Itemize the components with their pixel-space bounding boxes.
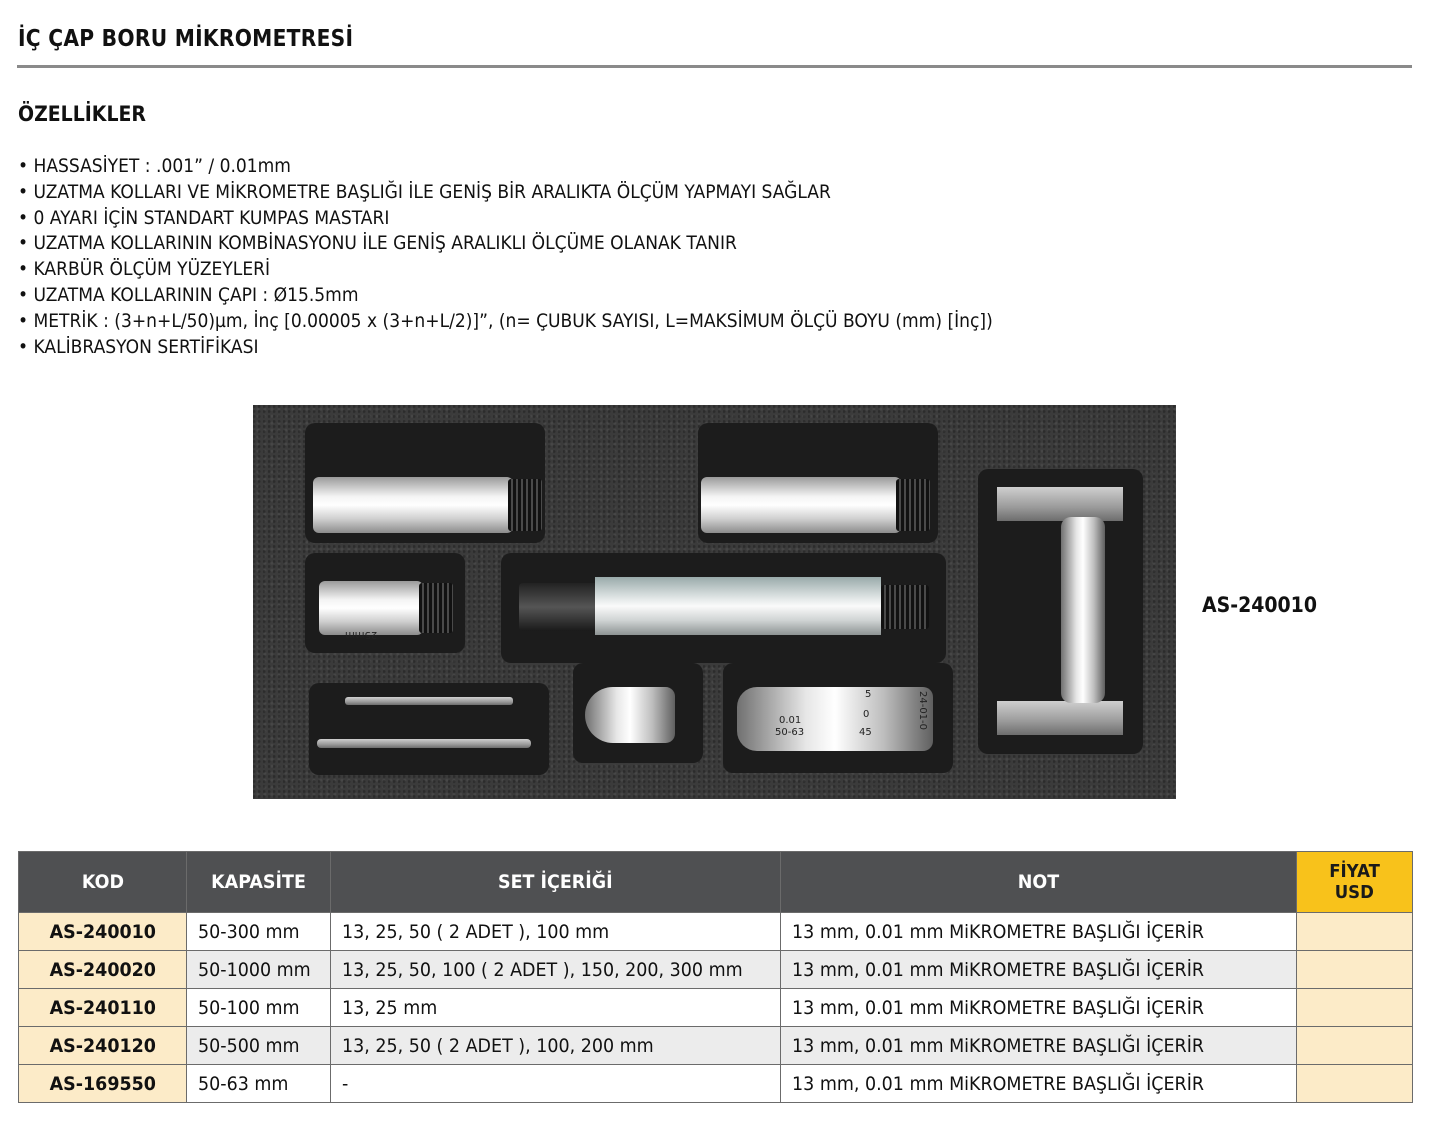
cell-set-contents: - <box>331 1065 781 1103</box>
extension-rod <box>313 477 513 533</box>
cell-note: 13 mm, 0.01 mm MiKROMETRE BAŞLIĞI İÇERİR <box>781 989 1297 1027</box>
cell-set-contents: 13, 25 mm <box>331 989 781 1027</box>
rod-end <box>519 583 599 631</box>
feature-item: • HASSASİYET : .001” / 0.01mm <box>18 154 993 180</box>
micrometer-resolution: 0.01 <box>779 715 802 726</box>
cell-capacity: 50-100 mm <box>187 989 331 1027</box>
cell-code: AS-240110 <box>19 989 187 1027</box>
table-row <box>19 1065 1413 1103</box>
feature-item: • UZATMA KOLLARININ ÇAPI : Ø15.5mm <box>18 283 993 309</box>
cell-capacity: 50-300 mm <box>187 913 331 951</box>
cell-note: 13 mm, 0.01 mm MiKROMETRE BAŞLIĞI İÇERİR <box>781 1065 1297 1103</box>
cell-set-contents: 13, 25, 50 ( 2 ADET ), 100 mm <box>331 913 781 951</box>
setting-gauge <box>345 697 513 705</box>
page-title: İÇ ÇAP BORU MİKROMETRESİ <box>18 26 354 52</box>
column-header-code: KOD <box>19 852 187 913</box>
thimble-number: 5 <box>865 689 872 700</box>
feature-item: • KARBÜR ÖLÇÜM YÜZEYLERİ <box>18 257 993 283</box>
cell-capacity: 50-63 mm <box>187 1065 331 1103</box>
cell-note: 13 mm, 0.01 mm MiKROMETRE BAŞLIĞI İÇERİR <box>781 1027 1297 1065</box>
table-header-row <box>19 852 1413 913</box>
feature-item: • KALİBRASYON SERTİFİKASI <box>18 335 993 361</box>
features-heading: ÖZELLİKLER <box>18 102 146 126</box>
cell-code: AS-240020 <box>19 951 187 989</box>
features-list <box>18 154 1101 360</box>
rod-label: 25mm <box>345 629 378 640</box>
column-header-set-contents: SET İÇERİĞİ <box>331 852 781 913</box>
cell-price <box>1297 951 1413 989</box>
feature-item: • UZATMA KOLLARI VE MİKROMETRE BAŞLIĞI İLE GENİŞ BİR ARALIKTA ÖLÇÜM YAPMAYI SAĞLAR <box>18 180 993 206</box>
title-divider <box>17 65 1412 68</box>
anvil-tip <box>585 687 675 743</box>
long-extension-rod <box>595 577 881 635</box>
rod-thread <box>508 479 542 531</box>
cell-price <box>1297 913 1413 951</box>
feature-item: • 0 AYARI İÇİN STANDART KUMPAS MASTARI <box>18 206 993 232</box>
spec-table <box>18 851 1413 1103</box>
cell-note: 13 mm, 0.01 mm MiKROMETRE BAŞLIĞI İÇERİR <box>781 951 1297 989</box>
stand-pillar <box>1061 517 1105 703</box>
table-row <box>19 951 1413 989</box>
rod-thread <box>896 479 930 531</box>
column-header-price: FİYAT USD <box>1297 852 1413 913</box>
table-row <box>19 913 1413 951</box>
setting-gauge <box>317 739 531 748</box>
cell-note: 13 mm, 0.01 mm MiKROMETRE BAŞLIĞI İÇERİR <box>781 913 1297 951</box>
cell-price <box>1297 989 1413 1027</box>
cell-code: AS-240010 <box>19 913 187 951</box>
extension-rod <box>701 477 901 533</box>
feature-item: • UZATMA KOLLARININ KOMBİNASYONU İLE GENİŞ ARALIKLI ÖLÇÜME OLANAK TANIR <box>18 231 993 257</box>
cell-capacity: 50-1000 mm <box>187 951 331 989</box>
cell-set-contents: 13, 25, 50, 100 ( 2 ADET ), 150, 200, 300 mm <box>331 951 781 989</box>
table-row <box>19 1027 1413 1065</box>
feature-item: • METRİK : (3+n+L/50)µm, İnç [0.00005 x (3+n+L/2)]”, (n= ÇUBUK SAYISI, L=MAKSİMUM ÖLÇÜ BOYU (mm) [İnç]) <box>18 309 993 335</box>
cell-price <box>1297 1065 1413 1103</box>
stand-top-block <box>997 487 1123 521</box>
product-code-label: AS-240010 <box>1202 593 1317 617</box>
rod-thread <box>419 583 453 633</box>
column-header-note: NOT <box>781 852 1297 913</box>
micrometer-range: 50-63 <box>775 727 805 738</box>
extension-rod <box>319 581 423 635</box>
cell-code: AS-169550 <box>19 1065 187 1103</box>
cell-code: AS-240120 <box>19 1027 187 1065</box>
rod-thread <box>881 585 929 629</box>
cell-set-contents: 13, 25, 50 ( 2 ADET ), 100, 200 mm <box>331 1027 781 1065</box>
cell-capacity: 50-500 mm <box>187 1027 331 1065</box>
thimble-number: 0 <box>863 709 870 720</box>
cell-price <box>1297 1027 1413 1065</box>
sleeve-label: 24-01-0 <box>917 690 929 731</box>
table-row <box>19 989 1413 1027</box>
thimble-number: 45 <box>859 727 872 738</box>
micrometer-head <box>737 687 933 751</box>
product-photo <box>253 405 1176 799</box>
column-header-capacity: KAPASİTE <box>187 852 331 913</box>
stand-bottom-block <box>997 701 1123 735</box>
